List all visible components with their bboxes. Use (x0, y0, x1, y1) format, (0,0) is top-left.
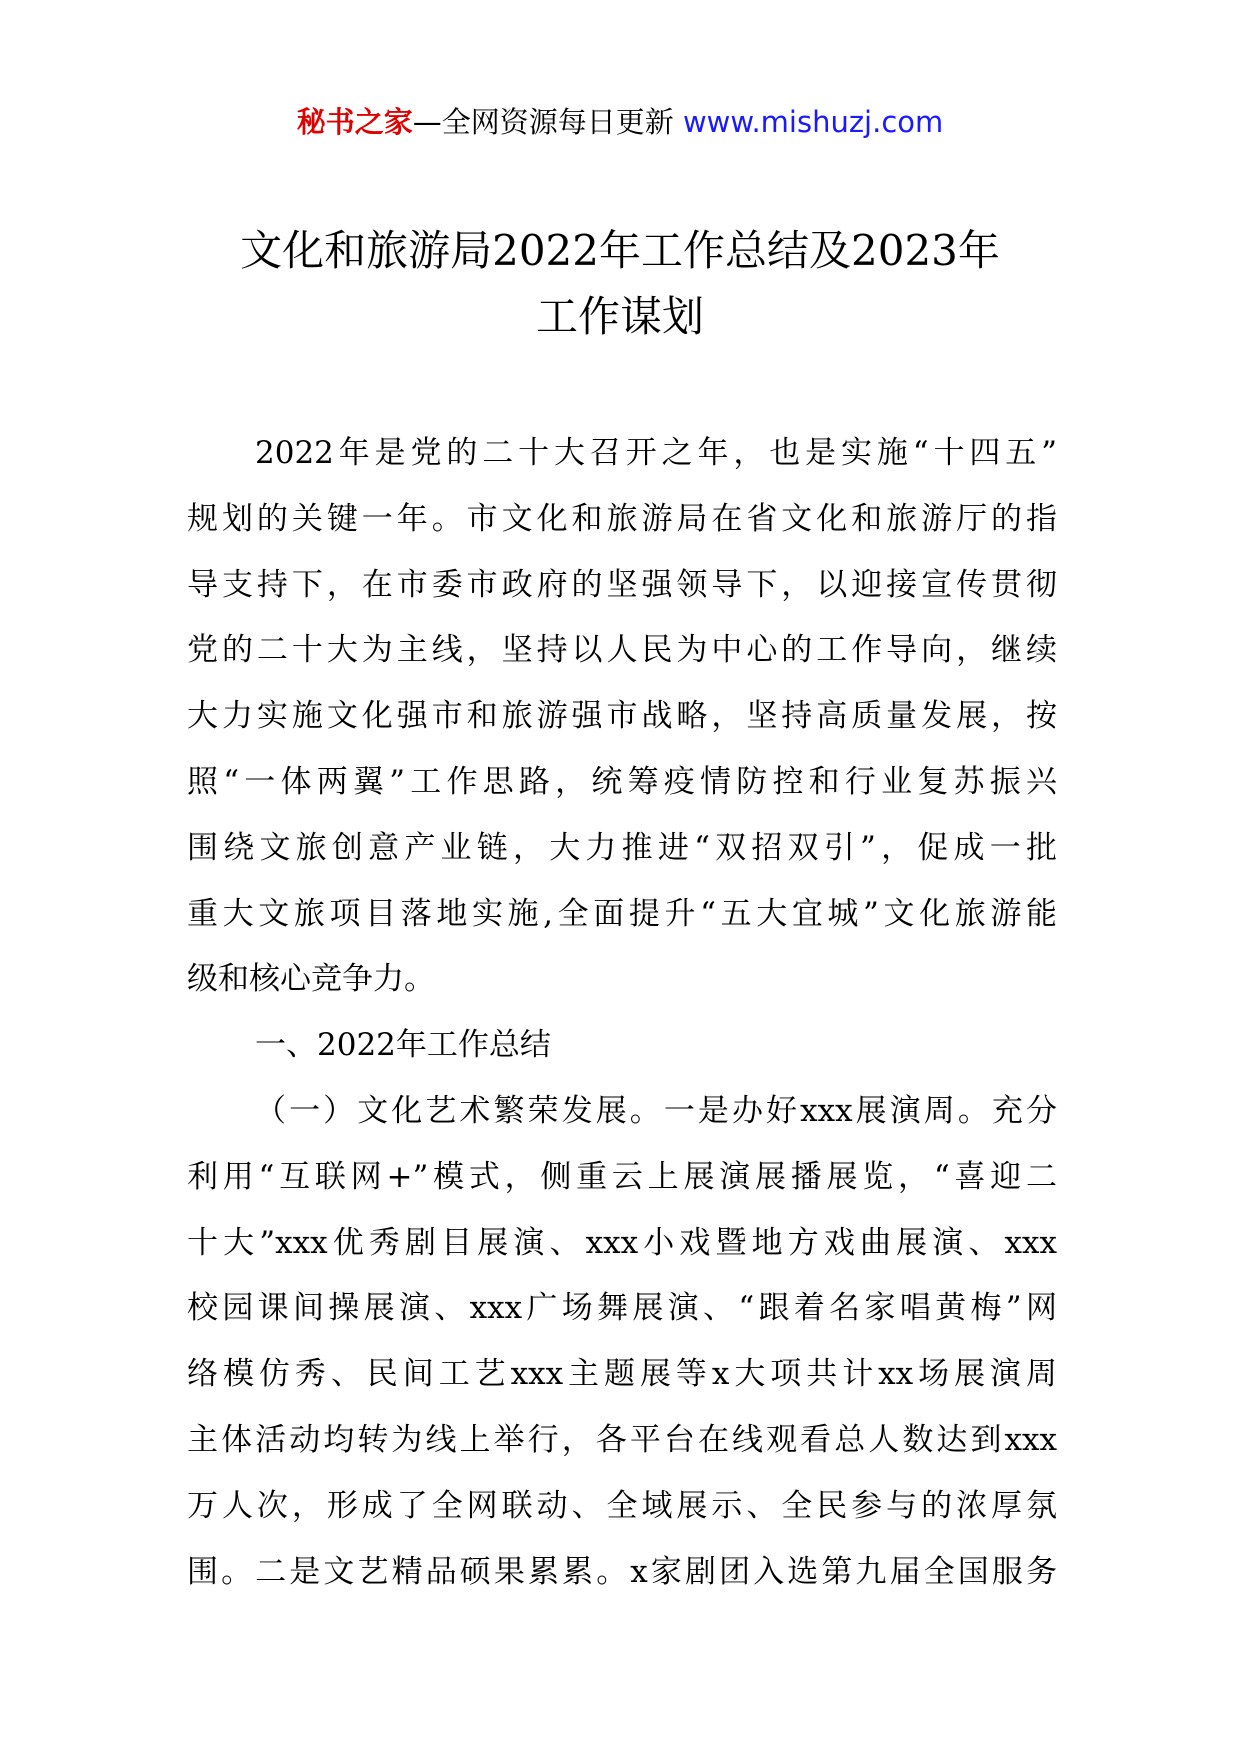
intro-paragraph-line: 大力实施文化强市和旅游强市战略，坚持高质量发展，按 (187, 698, 1057, 735)
intro-paragraph-line: 级和核心竞争力。 (187, 961, 435, 998)
section-heading: 一、2022年工作总结 (255, 1027, 551, 1064)
intro-paragraph-line: 规划的关键一年。市文化和旅游局在省文化和旅游厅的指 (187, 500, 1057, 537)
intro-paragraph-line: 导支持下，在市委市政府的坚强领导下，以迎接宣传贯彻 (187, 566, 1057, 603)
website-link[interactable]: www.mishuzj.com (682, 105, 944, 139)
section-paragraph-line: 围。二是文艺精品硕果累累。x家剧团入选第九届全国服务 (187, 1553, 1057, 1590)
title-line: 文化和旅游局2022年工作总结及2023年 (240, 226, 1000, 275)
site-header (0, 100, 1240, 144)
intro-paragraph-line: 围绕文旅创意产业链，大力推进“双招双引”，促成一批 (187, 829, 1057, 866)
section-paragraph-line: 主体活动均转为线上举行，各平台在线观看总人数达到xxx (187, 1421, 1057, 1458)
brand-name: 秘书之家 (296, 105, 413, 139)
intro-paragraph-line: 重大文旅项目落地实施,全面提升“五大宜城”文化旅游能 (187, 895, 1057, 932)
section-paragraph-line: 利用“互联网+”模式，侧重云上展演展播展览，“喜迎二 (187, 1158, 1057, 1195)
title-line: 工作谋划 (535, 292, 704, 341)
document-title (150, 218, 1090, 350)
section-paragraph-line: 万人次，形成了全网联动、全域展示、全民参与的浓厚氛 (187, 1487, 1057, 1524)
header-slogan: —全网资源每日更新 (412, 105, 674, 139)
section-paragraph-line: 络模仿秀、民间工艺xxx主题展等x大项共计xx场展演周 (187, 1356, 1057, 1393)
intro-paragraph-line: 照“一体两翼”工作思路，统筹疫情防控和行业复苏振兴 (187, 763, 1057, 800)
intro-paragraph-line: 党的二十大为主线，坚持以人民为中心的工作导向，继续 (187, 632, 1057, 669)
intro-paragraph-line: 2022年是党的二十大召开之年，也是实施“十四五” (255, 435, 1057, 471)
section-paragraph-line: 十大”xxx优秀剧目展演、xxx小戏暨地方戏曲展演、xxx (187, 1224, 1057, 1261)
section-paragraph-line: （一）文化艺术繁荣发展。一是办好xxx展演周。充分 (255, 1092, 1057, 1129)
section-paragraph-line: 校园课间操展演、xxx广场舞展演、“跟着名家唱黄梅”网 (187, 1290, 1057, 1327)
document-body (187, 421, 1057, 1605)
